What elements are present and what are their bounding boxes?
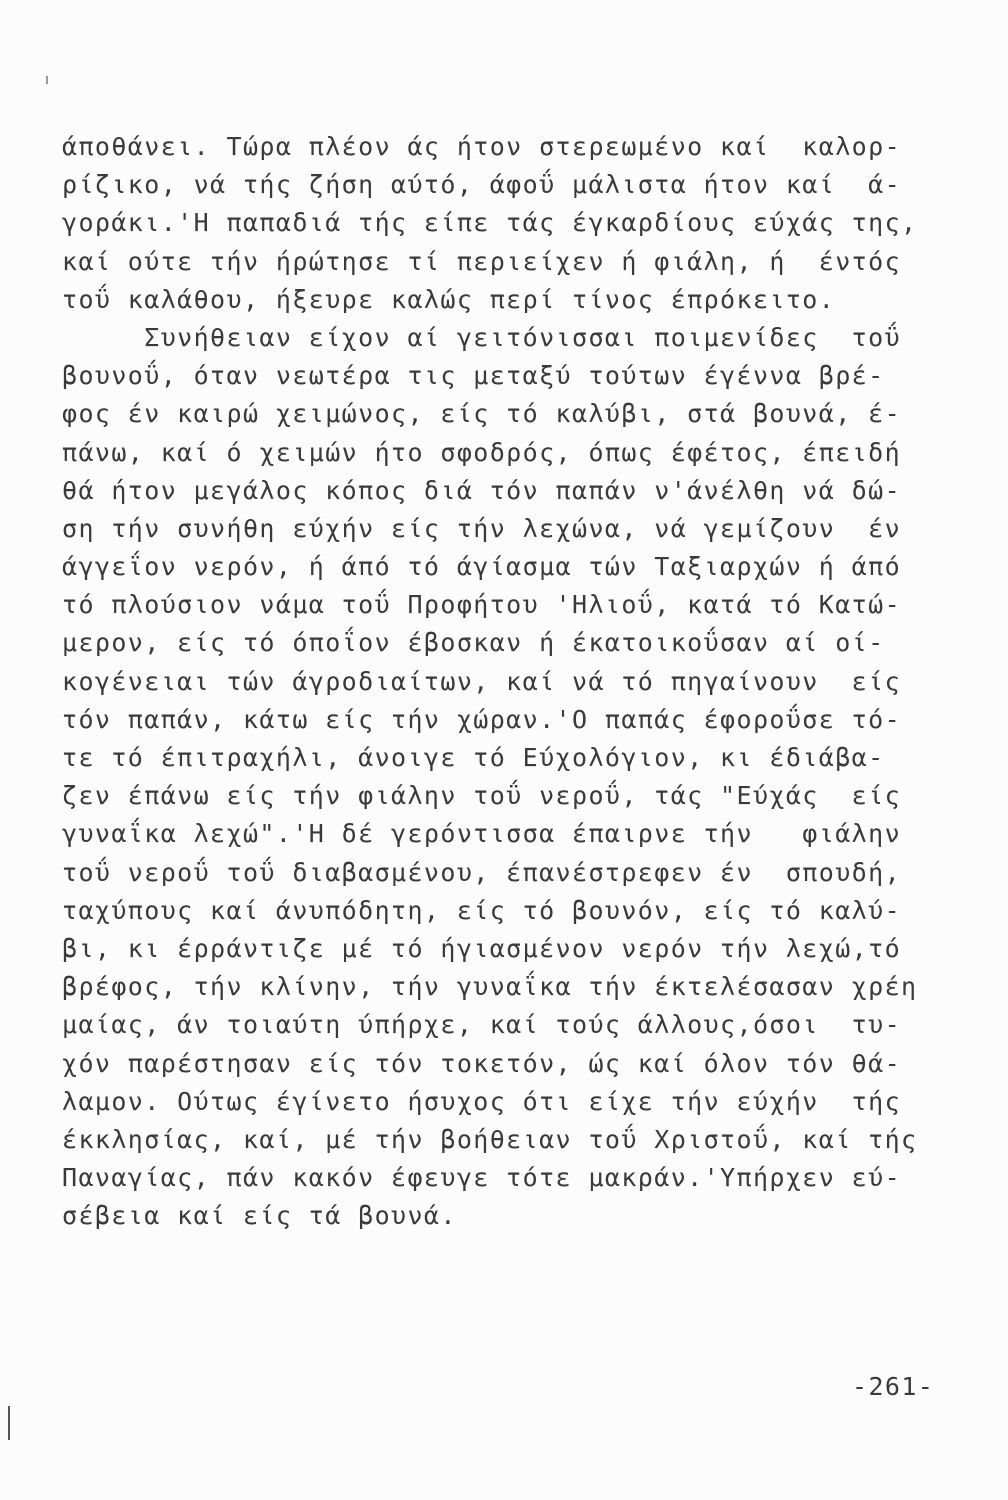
text-line: σέβεια καί είς τά βουνά.: [62, 1201, 457, 1231]
text-line: τό πλούσιον νάμα τοΰ Προφήτου 'Ηλιοΰ, κατά τό Κατώ-: [62, 590, 902, 620]
text-line: γοράκι.'Η παπαδιά τής είπε τάς έγκαρδίους εύχάς της,: [62, 208, 918, 238]
text-line: ζεν έπάνω είς τήν φιάλην τοΰ νεροΰ, τάς "Εύχάς είς: [62, 781, 902, 811]
page-number: -261-: [852, 1372, 935, 1401]
text-line: τε τό έπιτραχήλι, άνοιγε τό Εύχολόγιον, κι έδιάβα-: [62, 743, 885, 772]
text-line: βουνοΰ, όταν νεωτέρα τις μεταξύ τούτων έγέννα βρέ-: [62, 361, 885, 391]
text-line: βρέφος, τήν κλίνην, τήν γυναΐκα τήν έκτελέσασαν χρέη: [62, 972, 918, 1002]
text-line: Παναγίας, πάν κακόν έφευγε τότε μακράν.'Υπήρχεν εύ-: [62, 1163, 902, 1193]
text-line: θά ήτον μεγάλος κόπος διά τόν παπάν ν'άνέλθη νά δώ-: [62, 475, 902, 505]
text-line: γυναΐκα λεχώ".'Η δέ γερόντισσα έπαιρνε τήν φιάλην: [62, 819, 902, 849]
text-line: ταχύπους καί άνυπόδητη, είς τό βουνόν, είς τό καλύ-: [62, 895, 902, 925]
text-line: Συνήθειαν είχον αί γειτόνισσαι ποιμενίδες τοΰ: [62, 322, 902, 352]
text-line: χόν παρέστησαν είς τόν τοκετόν, ώς καί όλον τόν θά-: [62, 1048, 902, 1078]
text-line: άποθάνει. Τώρα πλέον άς ήτον στερεωμένο καί καλορ-: [62, 132, 902, 161]
text-line: κογένειαι τών άγροδιαίτων, καί νά τό πηγαίνουν είς: [62, 666, 902, 696]
text-line: ση τήν συνήθη εύχήν είς τήν λεχώνα, νά γεμίζουν έν: [62, 513, 902, 543]
text-line: τοΰ καλάθου, ήξευρε καλώς περί τίνος έπρόκειτο.: [62, 284, 836, 314]
ink-speck: [46, 76, 48, 84]
text-line: τόν παπάν, κάτω είς τήν χώραν.'Ο παπάς έφοροΰσε τό-: [62, 704, 902, 734]
text-line: έκκλησίας, καί, μέ τήν βοήθειαν τοΰ Χριστοΰ, καί τής: [62, 1124, 918, 1154]
text-line: μαίας, άν τοιαύτη ύπήρχε, καί τούς άλλους,όσοι τυ-: [62, 1010, 902, 1040]
text-line: ρίζικο, νά τής ζήση αύτό, άφοΰ μάλιστα ήτον καί ά-: [62, 170, 902, 200]
text-line: άγγεΐον νερόν, ή άπό τό άγίασμα τών Ταξιαρχών ή άπό: [62, 552, 902, 582]
body-text: [62, 128, 942, 1235]
text-line: φος έν καιρώ χειμώνος, είς τό καλύβι, στά βουνά, έ-: [62, 399, 902, 429]
text-line: πάνω, καί ό χειμών ήτο σφοδρός, όπως έφέτος, έπειδή: [62, 437, 902, 467]
text-line: τοΰ νεροΰ τοΰ διαβασμένου, έπανέστρεφεν έν σπουδή,: [62, 857, 902, 887]
text-line: λαμον. Ούτως έγίνετο ήσυχος ότι είχε τήν εύχήν τής: [62, 1086, 902, 1116]
text-line: καί ούτε τήν ήρώτησε τί περιείχεν ή φιάλη, ή έντός: [62, 246, 902, 276]
margin-mark: [8, 1406, 10, 1440]
text-line: μερον, είς τό όποΐον έβοσκαν ή έκατοικοΰσαν αί οί-: [62, 628, 885, 658]
text-line: βι, κι έρράντιζε μέ τό ήγιασμένον νερόν τήν λεχώ,τό: [62, 933, 902, 963]
